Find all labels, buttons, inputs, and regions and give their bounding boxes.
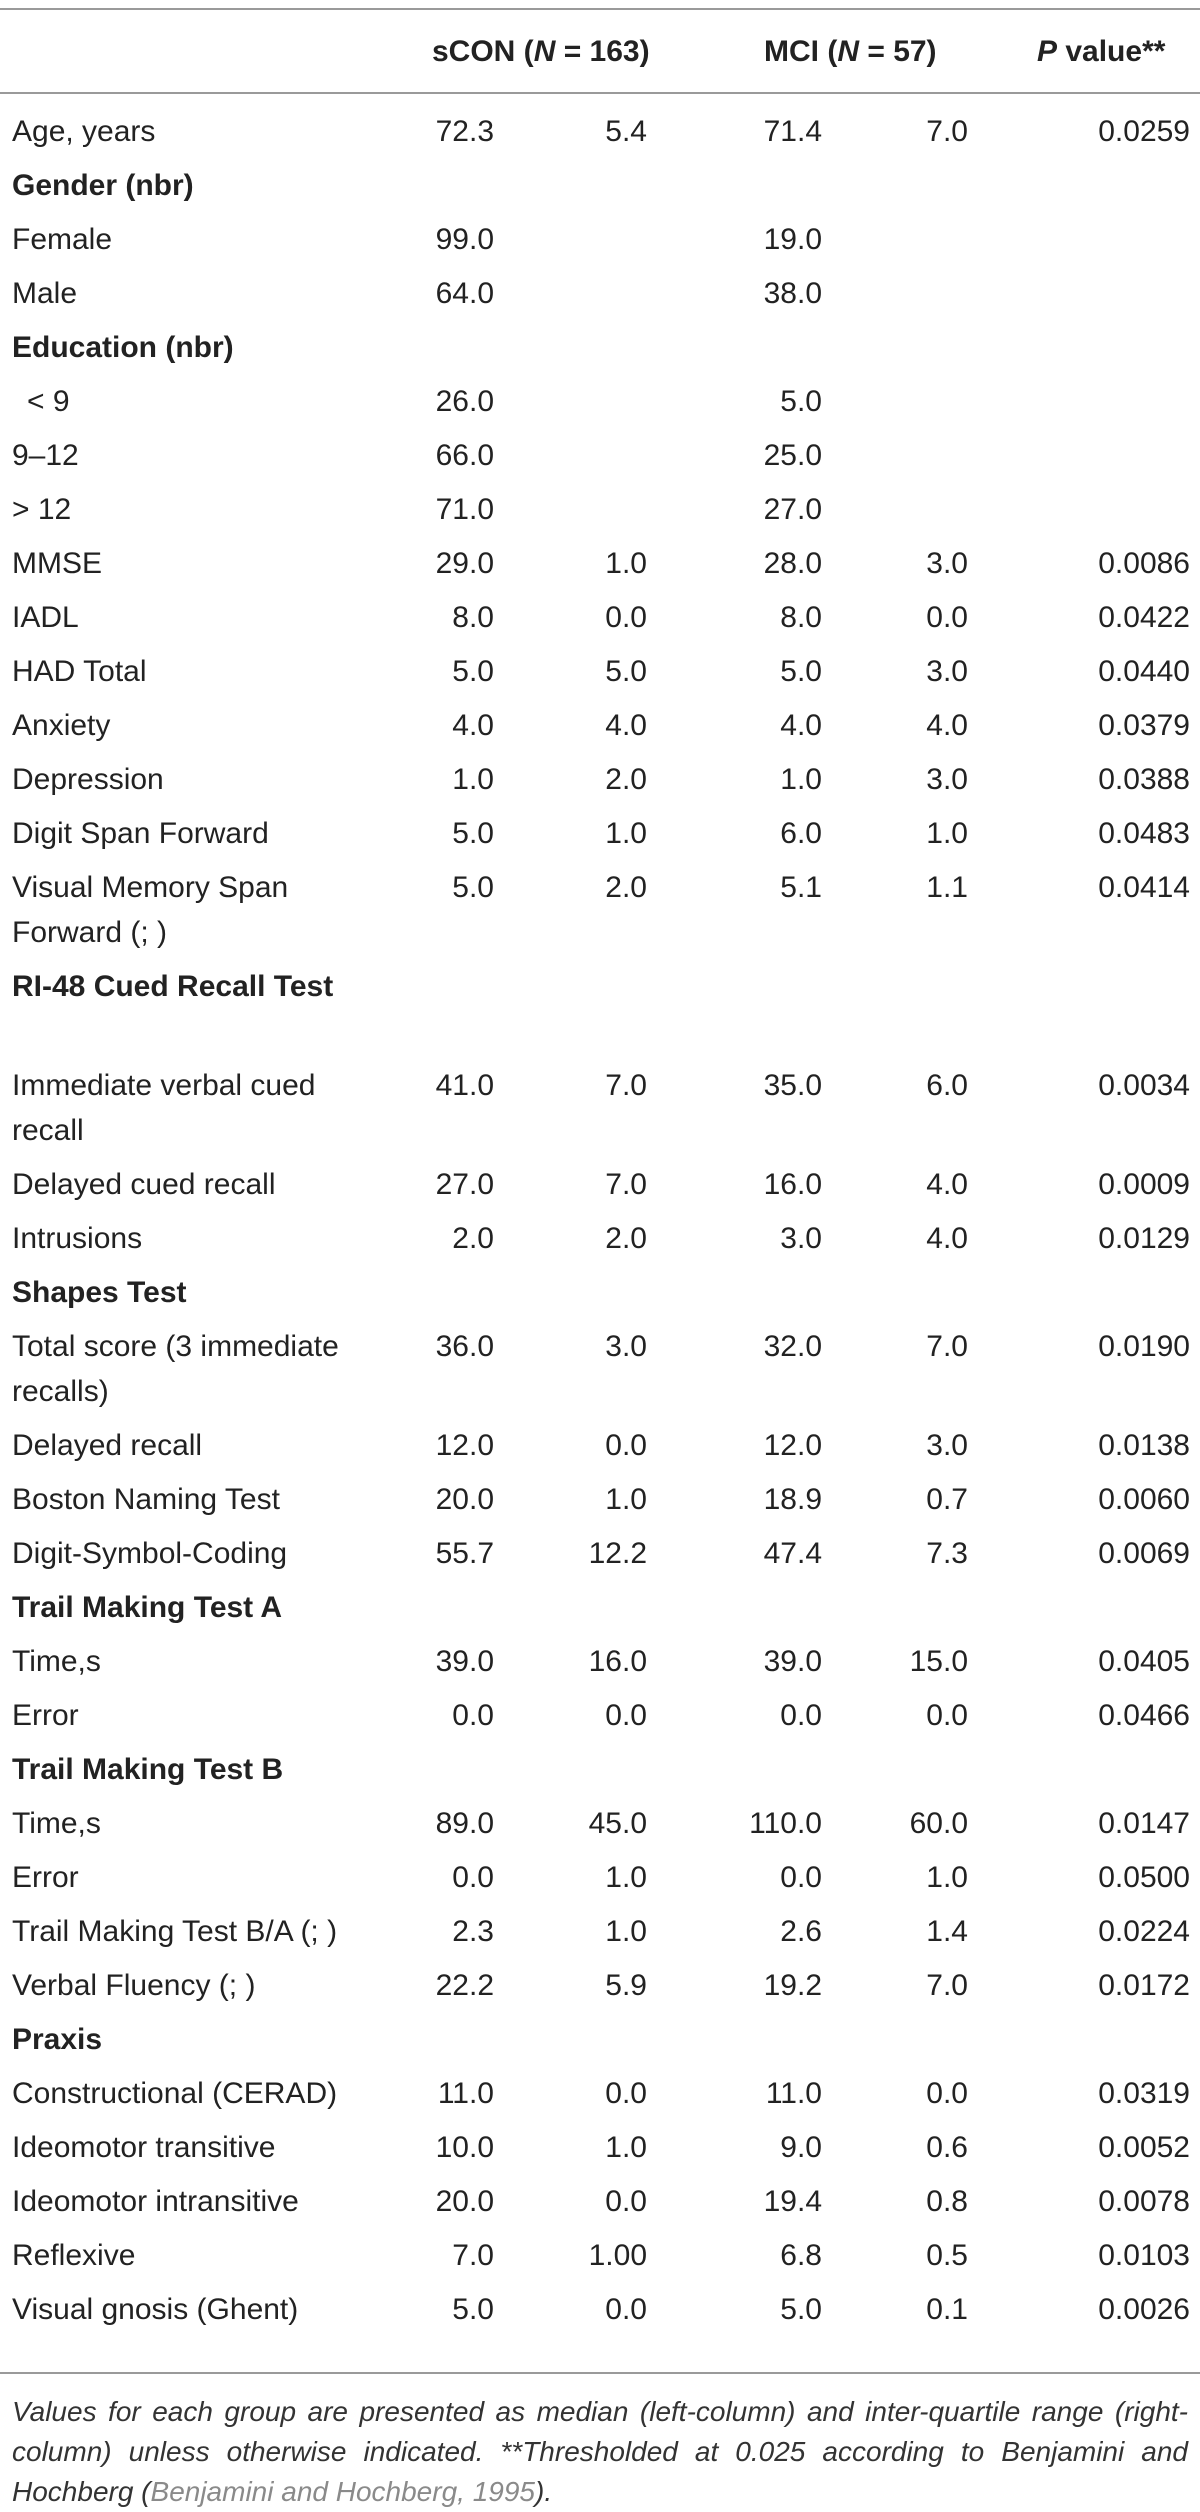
cell-mci-iqr: 6.0 [926, 1069, 968, 1102]
cell-mci-median: 12.0 [763, 1429, 822, 1462]
cell-scon-median: 55.7 [435, 1537, 494, 1570]
cell-mci-median: 27.0 [763, 493, 822, 526]
cell-scon-iqr: 1.0 [605, 1483, 647, 1516]
cell-mci-median: 6.0 [780, 817, 822, 850]
cell-scon-median: 29.0 [435, 547, 494, 580]
cell-scon-median: 1.0 [452, 763, 494, 796]
cell-scon-median: 10.0 [435, 2131, 494, 2164]
row-label: Time,s [12, 1807, 101, 1840]
row-label: Constructional (CERAD) [12, 2077, 338, 2110]
table-row [0, 1216, 1200, 1270]
table-row [0, 541, 1200, 595]
column-header-scon: sCON (N = 163) [432, 35, 650, 68]
cell-scon-median: 66.0 [435, 439, 494, 472]
cell-p-value: 0.0224 [1098, 1915, 1190, 1948]
table-row [0, 109, 1200, 163]
cell-mci-median: 32.0 [763, 1330, 822, 1363]
cell-mci-iqr: 60.0 [909, 1807, 968, 1840]
section-label: Trail Making Test A [12, 1591, 283, 1624]
cell-scon-iqr: 16.0 [588, 1645, 647, 1678]
cell-scon-iqr: 1.0 [605, 547, 647, 580]
section-header-row [0, 1585, 1200, 1639]
cell-mci-median: 38.0 [763, 277, 822, 310]
cell-scon-median: 5.0 [452, 655, 494, 688]
cell-scon-iqr: 0.0 [605, 1699, 647, 1732]
cell-p-value: 0.0440 [1098, 655, 1190, 688]
cell-scon-iqr: 1.00 [588, 2239, 647, 2272]
cell-mci-iqr: 3.0 [926, 763, 968, 796]
table-row [0, 2233, 1200, 2287]
cell-mci-median: 5.0 [780, 655, 822, 688]
cell-mci-iqr: 0.1 [926, 2293, 968, 2326]
cell-scon-iqr: 1.0 [605, 1915, 647, 1948]
row-label: Visual Memory Span Forward (; ) [12, 871, 289, 949]
cell-scon-median: 39.0 [435, 1645, 494, 1678]
citation-link[interactable]: Benjamini and Hochberg, 1995 [150, 2476, 535, 2507]
cell-p-value: 0.0500 [1098, 1861, 1190, 1894]
cell-scon-iqr: 45.0 [588, 1807, 647, 1840]
row-label: Time,s [12, 1645, 101, 1678]
table-row [0, 649, 1200, 703]
cell-scon-median: 20.0 [435, 2185, 494, 2218]
cell-mci-median: 4.0 [780, 709, 822, 742]
cell-mci-iqr: 7.0 [926, 115, 968, 148]
cell-p-value: 0.0138 [1098, 1429, 1190, 1462]
cell-mci-iqr: 1.0 [926, 1861, 968, 1894]
cell-p-value: 0.0405 [1098, 1645, 1190, 1678]
table-row [0, 595, 1200, 649]
cell-mci-median: 19.4 [763, 2185, 822, 2218]
cell-mci-median: 6.8 [780, 2239, 822, 2272]
cell-scon-median: 0.0 [452, 1699, 494, 1732]
table-row [0, 433, 1200, 487]
cell-mci-median: 16.0 [763, 1168, 822, 1201]
cell-mci-iqr: 1.0 [926, 817, 968, 850]
row-label: Total score (3 immediate recalls) [12, 1330, 339, 1408]
section-header-row [0, 163, 1200, 217]
cell-scon-median: 5.0 [452, 2293, 494, 2326]
cell-p-value: 0.0379 [1098, 709, 1190, 742]
cell-mci-median: 47.4 [763, 1537, 822, 1570]
section-label: Trail Making Test B [12, 1753, 284, 1786]
table-row [0, 487, 1200, 541]
cell-mci-iqr: 3.0 [926, 547, 968, 580]
cell-scon-median: 11.0 [437, 2077, 494, 2110]
table-row [0, 1477, 1200, 1531]
row-label: Female [12, 223, 113, 256]
cell-p-value: 0.0466 [1098, 1699, 1190, 1732]
row-label: Depression [12, 763, 164, 796]
row-label: Verbal Fluency (; ) [12, 1969, 256, 2002]
header-rule [0, 92, 1200, 94]
cell-scon-median: 5.0 [452, 871, 494, 904]
cell-scon-median: 41.0 [435, 1069, 494, 1102]
cell-scon-iqr: 0.0 [605, 1429, 647, 1462]
cell-scon-median: 27.0 [435, 1168, 494, 1201]
table-row [0, 1423, 1200, 1477]
cell-scon-iqr: 7.0 [605, 1168, 647, 1201]
cell-scon-median: 20.0 [435, 1483, 494, 1516]
cell-mci-median: 1.0 [780, 763, 822, 796]
cell-scon-iqr: 0.0 [605, 601, 647, 634]
cell-mci-median: 19.2 [763, 1969, 822, 2002]
row-label: Reflexive [12, 2239, 136, 2272]
cell-mci-median: 19.0 [763, 223, 822, 256]
cell-mci-iqr: 7.0 [926, 1330, 968, 1363]
cell-p-value: 0.0129 [1098, 1222, 1190, 1255]
cell-p-value: 0.0414 [1098, 871, 1190, 904]
cell-mci-median: 71.4 [763, 115, 822, 148]
cell-p-value: 0.0026 [1098, 2293, 1190, 2326]
cell-p-value: 0.0069 [1098, 1537, 1190, 1570]
cell-scon-iqr: 1.0 [605, 817, 647, 850]
cell-p-value: 0.0422 [1098, 601, 1190, 634]
cell-scon-median: 8.0 [452, 601, 494, 634]
cell-mci-median: 0.0 [780, 1699, 822, 1732]
cell-mci-median: 39.0 [763, 1645, 822, 1678]
cell-p-value: 0.0034 [1098, 1069, 1190, 1102]
cell-scon-iqr: 2.0 [605, 871, 647, 904]
cell-mci-median: 5.1 [780, 871, 822, 904]
row-label: Male [12, 277, 78, 310]
cell-mci-median: 11.0 [765, 2077, 822, 2110]
cell-scon-iqr: 2.0 [605, 763, 647, 796]
table-top-rule [0, 8, 1200, 10]
row-label: 9–12 [12, 439, 79, 472]
cell-p-value: 0.0483 [1098, 817, 1190, 850]
cell-scon-iqr: 2.0 [605, 1222, 647, 1255]
cell-mci-iqr: 3.0 [926, 1429, 968, 1462]
cell-mci-iqr: 0.0 [926, 1699, 968, 1732]
cell-scon-median: 36.0 [435, 1330, 494, 1363]
cell-scon-iqr: 5.0 [605, 655, 647, 688]
section-header-row [0, 1270, 1200, 1324]
cell-scon-median: 64.0 [435, 277, 494, 310]
table-row [0, 2287, 1200, 2341]
table-bottom-rule [0, 2372, 1200, 2374]
cell-scon-median: 72.3 [435, 115, 494, 148]
row-label: HAD Total [12, 655, 147, 688]
cell-scon-iqr: 0.0 [605, 2185, 647, 2218]
table-footnote: Values for each group are presented as median (left-column) and inter-quartile range (right-column) unless otherwise indicated. **Thresholded at 0.025 according to Benjamini and Hochberg (Benjamini and Hochberg, 1995). [12, 2396, 1188, 2507]
cell-scon-iqr: 0.0 [605, 2293, 647, 2326]
section-header-row [0, 1747, 1200, 1801]
cell-scon-iqr: 0.0 [605, 2077, 647, 2110]
section-header-row [0, 325, 1200, 379]
section-label: Shapes Test [12, 1276, 187, 1309]
cell-p-value: 0.0078 [1098, 2185, 1190, 2218]
section-label: RI-48 Cued Recall Test [12, 970, 334, 1003]
cell-mci-iqr: 3.0 [926, 655, 968, 688]
table-row [0, 1855, 1200, 1909]
section-header-row [0, 2017, 1200, 2071]
cell-mci-iqr: 0.7 [926, 1483, 968, 1516]
cell-mci-median: 3.0 [780, 1222, 822, 1255]
table-row [0, 1801, 1200, 1855]
table-row [0, 1063, 1200, 1162]
row-label: Boston Naming Test [12, 1483, 280, 1516]
cell-mci-median: 25.0 [763, 439, 822, 472]
table-row [0, 2125, 1200, 2179]
cell-scon-median: 89.0 [435, 1807, 494, 1840]
cell-mci-median: 9.0 [780, 2131, 822, 2164]
row-label: > 12 [12, 493, 72, 526]
row-label: Anxiety [12, 709, 111, 742]
cell-mci-median: 2.6 [780, 1915, 822, 1948]
cell-mci-iqr: 7.0 [926, 1969, 968, 2002]
row-label: Ideomotor transitive [12, 2131, 276, 2164]
row-label: IADL [12, 601, 79, 634]
cell-scon-iqr: 1.0 [605, 2131, 647, 2164]
cell-scon-median: 2.3 [452, 1915, 494, 1948]
cell-mci-median: 0.0 [780, 1861, 822, 1894]
cell-scon-median: 0.0 [452, 1861, 494, 1894]
cell-p-value: 0.0086 [1098, 547, 1190, 580]
cell-mci-median: 18.9 [763, 1483, 822, 1516]
table-row [0, 1531, 1200, 1585]
cell-mci-iqr: 4.0 [926, 1168, 968, 1201]
cell-scon-iqr: 5.9 [605, 1969, 647, 2002]
cell-scon-median: 71.0 [435, 493, 494, 526]
table-row [0, 1963, 1200, 2017]
section-label: Gender (nbr) [12, 169, 194, 202]
cell-p-value: 0.0147 [1098, 1807, 1190, 1840]
cell-mci-iqr: 4.0 [926, 1222, 968, 1255]
row-label: < 9 [12, 385, 70, 418]
cell-mci-iqr: 0.6 [926, 2131, 968, 2164]
cell-scon-iqr: 3.0 [605, 1330, 647, 1363]
cell-p-value: 0.0190 [1098, 1330, 1190, 1363]
row-label: Digit-Symbol-Coding [12, 1537, 288, 1570]
table-row [0, 2179, 1200, 2233]
cell-scon-median: 26.0 [435, 385, 494, 418]
cell-scon-median: 12.0 [435, 1429, 494, 1462]
table-row [0, 1324, 1200, 1423]
row-label: Error [12, 1861, 79, 1894]
row-label: Delayed recall [12, 1429, 203, 1462]
section-header-row [0, 964, 1200, 1063]
cell-mci-median: 8.0 [780, 601, 822, 634]
table-row [0, 1693, 1200, 1747]
cell-p-value: 0.0103 [1098, 2239, 1190, 2272]
cell-scon-median: 7.0 [452, 2239, 494, 2272]
row-label: Ideomotor intransitive [12, 2185, 299, 2218]
cell-p-value: 0.0009 [1098, 1168, 1190, 1201]
row-label: Visual gnosis (Ghent) [12, 2293, 299, 2326]
cell-p-value: 0.0060 [1098, 1483, 1190, 1516]
section-label: Praxis [12, 2023, 103, 2056]
table-row [0, 1639, 1200, 1693]
table-row [0, 1162, 1200, 1216]
cell-scon-median: 2.0 [452, 1222, 494, 1255]
cell-mci-iqr: 1.4 [926, 1915, 968, 1948]
cell-mci-median: 35.0 [763, 1069, 822, 1102]
cell-mci-iqr: 4.0 [926, 709, 968, 742]
cell-scon-iqr: 5.4 [605, 115, 647, 148]
row-label: Trail Making Test B/A (; ) [12, 1915, 338, 1948]
cell-p-value: 0.0172 [1098, 1969, 1190, 2002]
table-row [0, 865, 1200, 964]
table-row [0, 811, 1200, 865]
row-label: Intrusions [12, 1222, 143, 1255]
table-body [0, 109, 1200, 2341]
table-row [0, 217, 1200, 271]
cell-mci-iqr: 0.5 [926, 2239, 968, 2272]
cell-mci-iqr: 0.0 [926, 601, 968, 634]
cell-scon-iqr: 7.0 [605, 1069, 647, 1102]
cell-mci-iqr: 1.1 [926, 871, 968, 904]
cell-scon-median: 99.0 [435, 223, 494, 256]
section-label: Education (nbr) [12, 331, 234, 364]
cell-mci-iqr: 7.3 [926, 1537, 968, 1570]
table-row [0, 2071, 1200, 2125]
cell-p-value: 0.0319 [1098, 2077, 1190, 2110]
column-header-mci: MCI (N = 57) [764, 35, 937, 68]
row-label: Error [12, 1699, 79, 1732]
cell-p-value: 0.0259 [1098, 115, 1190, 148]
row-label: Digit Span Forward [12, 817, 269, 850]
cell-mci-median: 28.0 [763, 547, 822, 580]
cell-mci-median: 5.0 [780, 385, 822, 418]
row-label: Delayed cued recall [12, 1168, 276, 1201]
row-label: MMSE [12, 547, 102, 580]
table-row [0, 379, 1200, 433]
cell-scon-iqr: 12.2 [588, 1537, 647, 1570]
cell-p-value: 0.0388 [1098, 763, 1190, 796]
table-row [0, 757, 1200, 811]
cell-scon-iqr: 4.0 [605, 709, 647, 742]
cell-mci-iqr: 15.0 [909, 1645, 968, 1678]
cell-mci-iqr: 0.8 [926, 2185, 968, 2218]
cell-mci-median: 5.0 [780, 2293, 822, 2326]
table-row [0, 1909, 1200, 1963]
row-label: Immediate verbal cued recall [12, 1069, 316, 1147]
row-label: Age, years [12, 115, 156, 148]
cell-scon-median: 5.0 [452, 817, 494, 850]
cell-p-value: 0.0052 [1098, 2131, 1190, 2164]
cell-scon-iqr: 1.0 [605, 1861, 647, 1894]
cell-scon-median: 4.0 [452, 709, 494, 742]
cell-mci-iqr: 0.0 [926, 2077, 968, 2110]
table-row [0, 271, 1200, 325]
cell-mci-median: 110.0 [749, 1807, 822, 1840]
cell-scon-median: 22.2 [435, 1969, 494, 2002]
column-header-p-value: P value** [1037, 35, 1166, 68]
table-row [0, 703, 1200, 757]
